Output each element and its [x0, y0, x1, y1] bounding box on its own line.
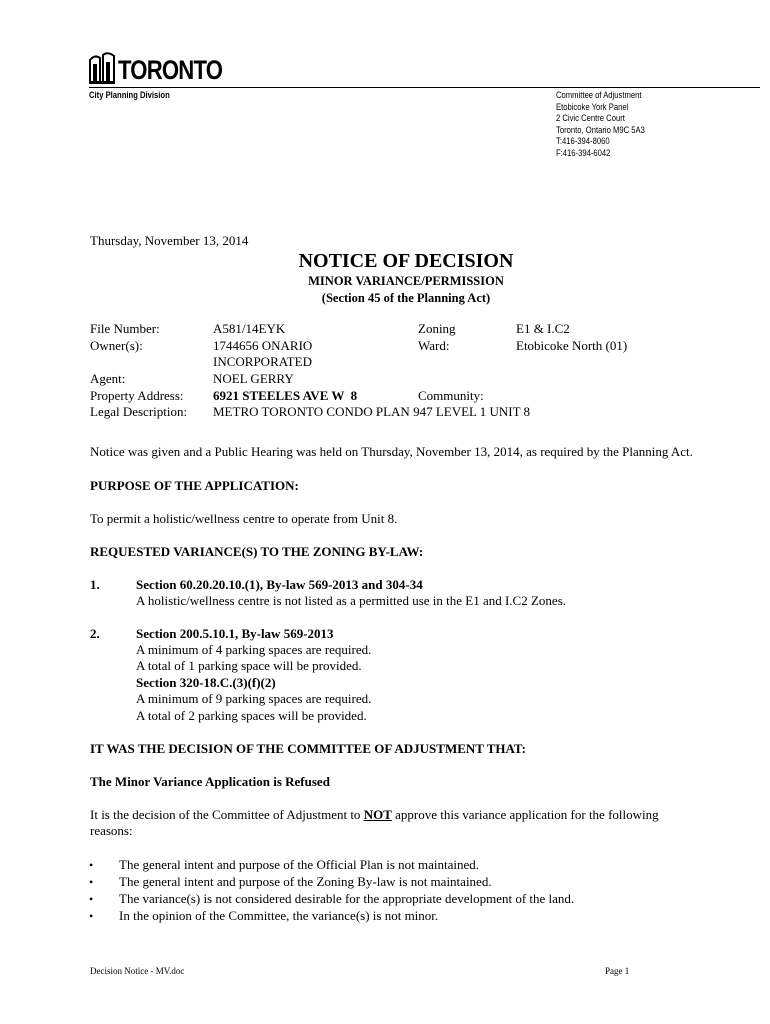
decision-subheading: The Minor Variance Application is Refused [90, 774, 330, 789]
footer-page-number: Page 1 [605, 966, 630, 976]
document-title: NOTICE OF DECISION [298, 250, 514, 272]
decision-text-start: It is the decision of the Committee of Adjustment to [90, 807, 364, 822]
purpose-heading: PURPOSE OF THE APPLICATION: [90, 478, 299, 493]
owner-label: Owner(s): [90, 338, 143, 353]
variance-section: Section 60.20.20.10.(1), By-law 569-2013 and 304-34 [136, 577, 423, 592]
bullet-icon: • [89, 909, 94, 923]
zoning-label: Zoning [418, 321, 456, 336]
logo-wordmark: TORONTO [118, 55, 223, 85]
bullet-icon: • [89, 875, 94, 889]
community-label [418, 388, 484, 404]
variance-section: Section 200.5.10.1, By-law 569-2013 [136, 626, 334, 641]
address-line: F:416-394-6042 [556, 147, 611, 158]
address-line: Etobicoke York Panel [556, 101, 629, 112]
division-name: City Planning Division [89, 90, 170, 100]
file-number-label: File Number: [90, 321, 160, 336]
ward-value: Etobicoke North (01) [516, 338, 628, 353]
purpose-text: To permit a holistic/wellness centre to operate from Unit 8. [90, 511, 398, 526]
notice-date: Thursday, November 13, 2014 [90, 233, 249, 248]
address-line: Committee of Adjustment [556, 90, 642, 100]
document-subtitle: MINOR VARIANCE/PERMISSION [308, 274, 504, 288]
reason-item: The variance(s) is not considered desirable for the appropriate development of the land. [119, 891, 575, 906]
header-divider [89, 87, 760, 88]
variance-text: A minimum of 4 parking spaces are required. [136, 642, 372, 657]
property-address-label: Property Address: [90, 388, 184, 403]
decision-text-end: approve this variance application for the following [391, 807, 659, 822]
zoning-value: E1 & I.C2 [516, 321, 570, 336]
document-subtitle-act: (Section 45 of the Planning Act) [321, 291, 491, 305]
address-line: T:416-394-8060 [556, 136, 610, 147]
decision-not-emphasis: NOT [363, 807, 392, 822]
reason-item: In the opinion of the Committee, the variance(s) is not minor. [119, 908, 439, 923]
legal-description-value: METRO TORONTO CONDO PLAN 947 LEVEL 1 UNIT 8 [213, 404, 531, 419]
owner-value-line2: INCORPORATED [213, 354, 312, 369]
office-address [556, 90, 645, 160]
notice-statement: Notice was given and a Public Hearing was held on Thursday, November 13, 2014, as required by the Planning Act. [90, 444, 693, 459]
variance-text: A minimum of 9 parking spaces are required. [136, 691, 372, 706]
footer-filename: Decision Notice - MV.doc [90, 966, 185, 976]
owner-value: 1744656 ONARIO [213, 338, 313, 353]
agent-value: NOEL GERRY [213, 371, 294, 386]
reason-item: The general intent and purpose of the Official Plan is not maintained. [119, 857, 480, 872]
community-label-text: Community: [418, 388, 484, 403]
variance-text: A total of 2 parking spaces will be provided. [136, 708, 367, 723]
agent-label: Agent: [90, 371, 126, 386]
bullet-icon: • [89, 892, 94, 906]
variance-section: Section 320-18.C.(3)(f)(2) [136, 675, 276, 690]
property-address-value: 6921 STEELES AVE W 8 [213, 388, 358, 403]
decision-text-line2: reasons: [90, 823, 133, 838]
address-line: Toronto, Ontario M9C 5A3 [556, 124, 645, 135]
reason-item: The general intent and purpose of the Zoning By-law is not maintained. [119, 874, 492, 889]
variance-text: A total of 1 parking space will be provided. [136, 658, 362, 673]
city-hall-icon [89, 52, 115, 84]
legal-description-label: Legal Description: [90, 404, 188, 419]
decision-heading: IT WAS THE DECISION OF THE COMMITTEE OF ADJUSTMENT THAT: [90, 741, 526, 756]
address-line: 2 Civic Centre Court [556, 113, 625, 124]
ward-label: Ward: [418, 338, 450, 353]
variances-heading: REQUESTED VARIANCE(S) TO THE ZONING BY-LAW: [90, 544, 424, 559]
bullet-icon: • [89, 858, 94, 872]
variance-text: A holistic/wellness centre is not listed as a permitted use in the E1 and I.C2 Zones. [136, 593, 566, 608]
variance-number: 1. [90, 577, 100, 592]
decision-text [90, 807, 659, 823]
toronto-logo [89, 48, 245, 84]
file-number-value: A581/14EYK [213, 321, 286, 336]
variance-number: 2. [90, 626, 100, 641]
